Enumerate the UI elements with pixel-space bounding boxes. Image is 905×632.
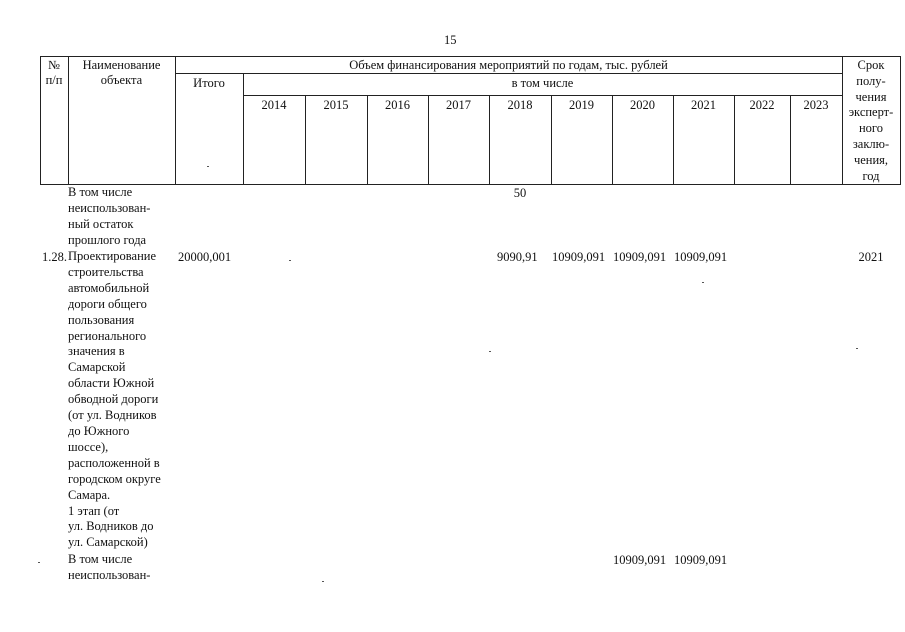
- row3-name: [68, 552, 150, 584]
- row3-name-line: В том числе: [68, 552, 133, 566]
- row2-name-line: области Южной: [68, 376, 155, 391]
- row2-name-line: значения в: [68, 344, 125, 359]
- row2-name-line: автомобильной: [68, 280, 150, 295]
- row2-name-line: дороги общего: [68, 296, 147, 311]
- row2-name-line: обводной дороги: [68, 392, 159, 407]
- header-year-2021: 2021: [691, 98, 716, 112]
- row2-name-line: Проектирование: [68, 249, 157, 263]
- table-top-border: [40, 56, 901, 57]
- row1-name-line: В том числе: [68, 185, 133, 199]
- header-deadline-line: полу-: [856, 73, 886, 88]
- header-num-line1: №: [48, 58, 60, 72]
- header-year-2022: 2022: [749, 98, 775, 112]
- row2-name-line: Самара.: [68, 487, 111, 502]
- row2-name-line: расположенной в: [68, 455, 160, 470]
- header-year-2019: 2019: [569, 98, 594, 112]
- header-year-2016: 2016: [385, 98, 410, 112]
- row2-number: 1.28.: [42, 250, 67, 264]
- header-deadline-line: Срок: [857, 58, 885, 72]
- header-including: в том числе: [511, 76, 574, 90]
- row1-name: [68, 185, 150, 249]
- header-year-2015: 2015: [323, 98, 349, 112]
- row2-deadline: 2021: [858, 250, 884, 264]
- header-deadline-line: чения: [855, 89, 887, 104]
- header-deadline-line: эксперт-: [848, 105, 894, 120]
- header-total: Итого: [193, 76, 225, 90]
- row2-name-line: шоссе),: [68, 439, 109, 454]
- header-year-2023: 2023: [803, 98, 829, 112]
- header-deadline-line: ного: [858, 121, 883, 136]
- header-year-2014: 2014: [261, 98, 287, 112]
- header-deadline-line: год: [862, 168, 880, 183]
- scan-speck: [702, 282, 704, 283]
- header-name-line2: объекта: [100, 73, 143, 87]
- row2-name-line: городском округе: [68, 471, 161, 486]
- header-year-2020: 2020: [630, 98, 655, 112]
- row1-value-2018: 50: [513, 186, 527, 200]
- scan-speck: [38, 562, 40, 563]
- header-divider-including: [243, 95, 842, 96]
- header-year-2018: 2018: [507, 98, 533, 112]
- row2-name-line: ул. Водников до: [68, 519, 154, 534]
- row2-name-line: ул. Самарской): [68, 535, 148, 550]
- row2-value-2021: 10909,091: [674, 250, 728, 264]
- header-year-2017: 2017: [446, 98, 471, 112]
- row1-name-line: неиспользован-: [68, 200, 151, 215]
- row2-name-line: (от ул. Водников: [68, 408, 157, 423]
- row2-name-line: Самарской: [68, 360, 126, 375]
- row1-name-line: прошлого года: [68, 232, 147, 247]
- row2-value-2020: 10909,091: [613, 250, 667, 264]
- header-bottom-border: [40, 184, 901, 185]
- row2-name-line: 1 этап (от: [68, 503, 120, 518]
- row2-total: 20000,001: [178, 250, 232, 264]
- row2-name-line: до Южного: [68, 423, 130, 438]
- header-num-line2: п/п: [45, 73, 63, 87]
- row3-name-line: неиспользован-: [68, 567, 151, 582]
- header-deadline-line: чения,: [853, 152, 889, 167]
- scan-speck: [489, 351, 491, 352]
- row1-name-line: ный остаток: [68, 216, 134, 231]
- table-right-border: [900, 56, 901, 185]
- scan-speck: [856, 348, 858, 349]
- row3-value-2020: 10909,091: [613, 553, 667, 567]
- page-number: 15: [444, 33, 457, 47]
- header-name-line1: Наименование: [82, 58, 161, 72]
- scan-speck: [207, 166, 209, 167]
- row2-name-line: строительства: [68, 264, 144, 279]
- row2-name-line: регионального: [68, 328, 147, 343]
- header-deadline: [842, 58, 900, 184]
- scan-speck: [289, 260, 291, 261]
- header-financing: Объем финансирования мероприятий по годам, тыс. рублей: [349, 58, 668, 72]
- scan-speck: [322, 581, 324, 582]
- header-deadline-line: заклю-: [852, 136, 890, 151]
- row3-value-2021: 10909,091: [674, 553, 728, 567]
- row2-value-2019: 10909,091: [552, 250, 606, 264]
- row2-value-2018: 9090,91: [497, 250, 538, 264]
- row2-name-line: пользования: [68, 312, 135, 327]
- row2-name: [68, 249, 161, 551]
